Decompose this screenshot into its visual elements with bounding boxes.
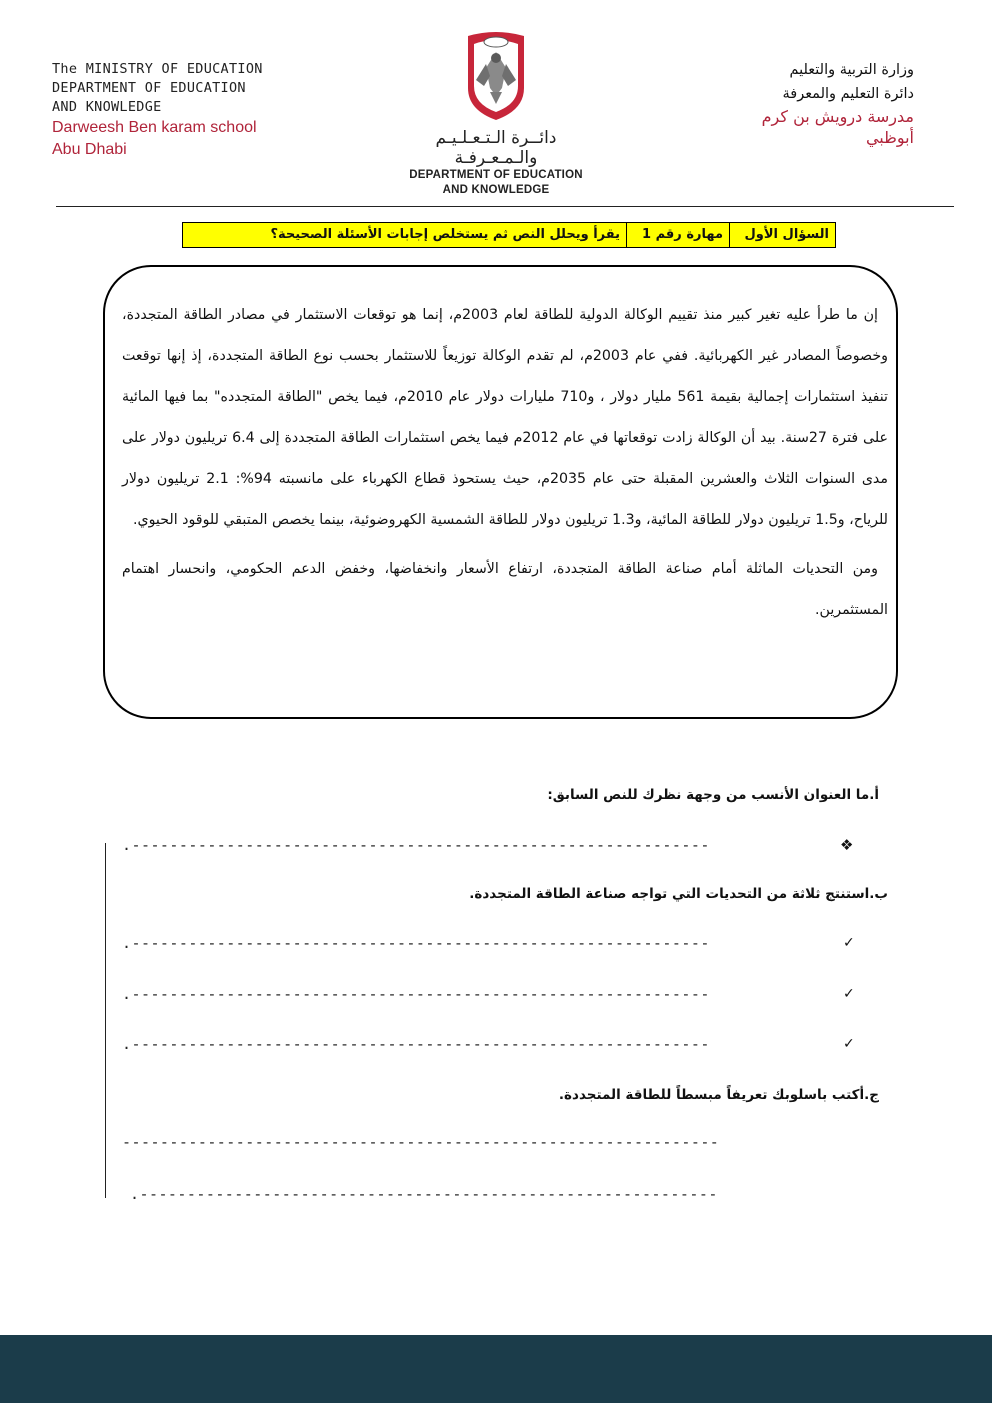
ministry-line-3: AND KNOWLEDGE — [52, 99, 162, 115]
check-mark-icon: ✓ — [843, 935, 855, 951]
city-en: Abu Dhabi — [52, 141, 127, 158]
passage-paragraph-2: ومن التحديات الماثلة أمام صناعة الطاقة المتجددة، ارتفاع الأسعار وانخفاضها، وخفض الدعم الحكومي، وانحسار اهتمام المستثمرين. — [122, 561, 888, 618]
header-right — [614, 58, 914, 148]
question-number-cell: السؤال الأول — [729, 223, 835, 247]
school-name-ar: مدرسة درويش بن كرم — [761, 107, 914, 126]
answer-line-b1[interactable]: .------------------------------------------------------------- — [122, 934, 710, 952]
answer-line-c2[interactable]: .------------------------------------------------------------- — [130, 1185, 718, 1203]
header-left — [52, 60, 382, 161]
ministry-line-1: The MINISTRY OF EDUCATION — [52, 61, 263, 77]
city-ar: أبوظبي — [865, 128, 914, 147]
ministry-ar-line-1: وزارة التربية والتعليم — [789, 62, 914, 78]
answer-line-a[interactable]: .------------------------------------------------------------- — [122, 836, 710, 854]
ministry-line-2: DEPARTMENT OF EDUCATION — [52, 80, 246, 96]
check-mark-icon: ✓ — [843, 986, 855, 1002]
question-c-label: ج.أكتب باسلوبك تعريفاً مبسطاً للطاقة المتجددة. — [558, 1087, 879, 1103]
answer-line-b3[interactable]: .------------------------------------------------------------- — [122, 1035, 710, 1053]
passage-paragraph-1: إن ما طرأ عليه تغير كبير منذ تقييم الوكالة الدولية للطاقة لعام 2003م، إنما هو توقعات الاستثمار في مصادر الطاقة المتجددة، وخصوصاً المصادر غير الكهربائية. ففي عام 2003م، لم تقدم الوكالة توزيعاً للاستثمار بحسب نوع الطاقة المتجددة، إذ إنها توقعت تنفيذ استثمارات إجمالية بقيمة 561 مليار دولار ، و710 مليارات دولار عام 2010م، فيما يخص "الطاقة المتجدده" بما فيها المائية على فترة 27سنة. بيد أن الوكالة زادت توقعاتها في عام 2012م فيما يخص استثمارات الطاقة المتجددة إلى 6.4 تريليون دولار على مدى السنوات الثلاث والعشرين المقبلة حتى عام 2035م، حيث يستحوذ قطاع الكهرباء على مانسبته 94%: 2.1 تريليون دولار للرياح، و1.5 تريليون دولار للطاقة المائية، و1.3 تريليون دولار للطاقة الشمسية الكهروضوئية، بينما يخصص المتبقي للوقود الحيوي. — [122, 307, 888, 528]
question-a-label: أ.ما العنوان الأنسب من وجهة نظرك للنص السابق: — [547, 787, 879, 803]
logo-english-line-2: AND KNOWLEDGE — [442, 184, 550, 196]
question-title-table — [182, 222, 836, 248]
school-name-en: Darweesh Ben karam school — [52, 119, 257, 136]
answer-line-c1[interactable]: --------------------------------------------------------------- — [122, 1133, 720, 1151]
emblem-icon — [464, 30, 528, 122]
ministry-ar-line-2: دائرة التعليم والمعرفة — [782, 86, 914, 102]
diamond-bullet-icon: ❖ — [840, 836, 854, 854]
passage-text — [122, 295, 888, 631]
logo-english-line-1: DEPARTMENT OF EDUCATION — [409, 169, 583, 181]
skill-number-cell: مهارة رقم 1 — [626, 223, 729, 247]
instruction-cell: يقرأ ويحلل النص ثم يستخلص إجابات الأسئلة الصحيحة؟ — [270, 227, 620, 242]
header-divider — [56, 206, 954, 207]
answer-area-margin-line — [105, 843, 106, 1198]
logo-arabic-text: دائــرة الـتـعـلـيـم والـمـعـرفـة — [435, 128, 557, 168]
department-logo — [398, 30, 594, 198]
footer-band — [0, 1335, 992, 1403]
check-mark-icon: ✓ — [843, 1036, 855, 1052]
question-b-label: ب.استنتج ثلاثة من التحديات التي تواجه صناعة الطاقة المتجددة. — [469, 886, 888, 902]
answer-line-b2[interactable]: .------------------------------------------------------------- — [122, 985, 710, 1003]
